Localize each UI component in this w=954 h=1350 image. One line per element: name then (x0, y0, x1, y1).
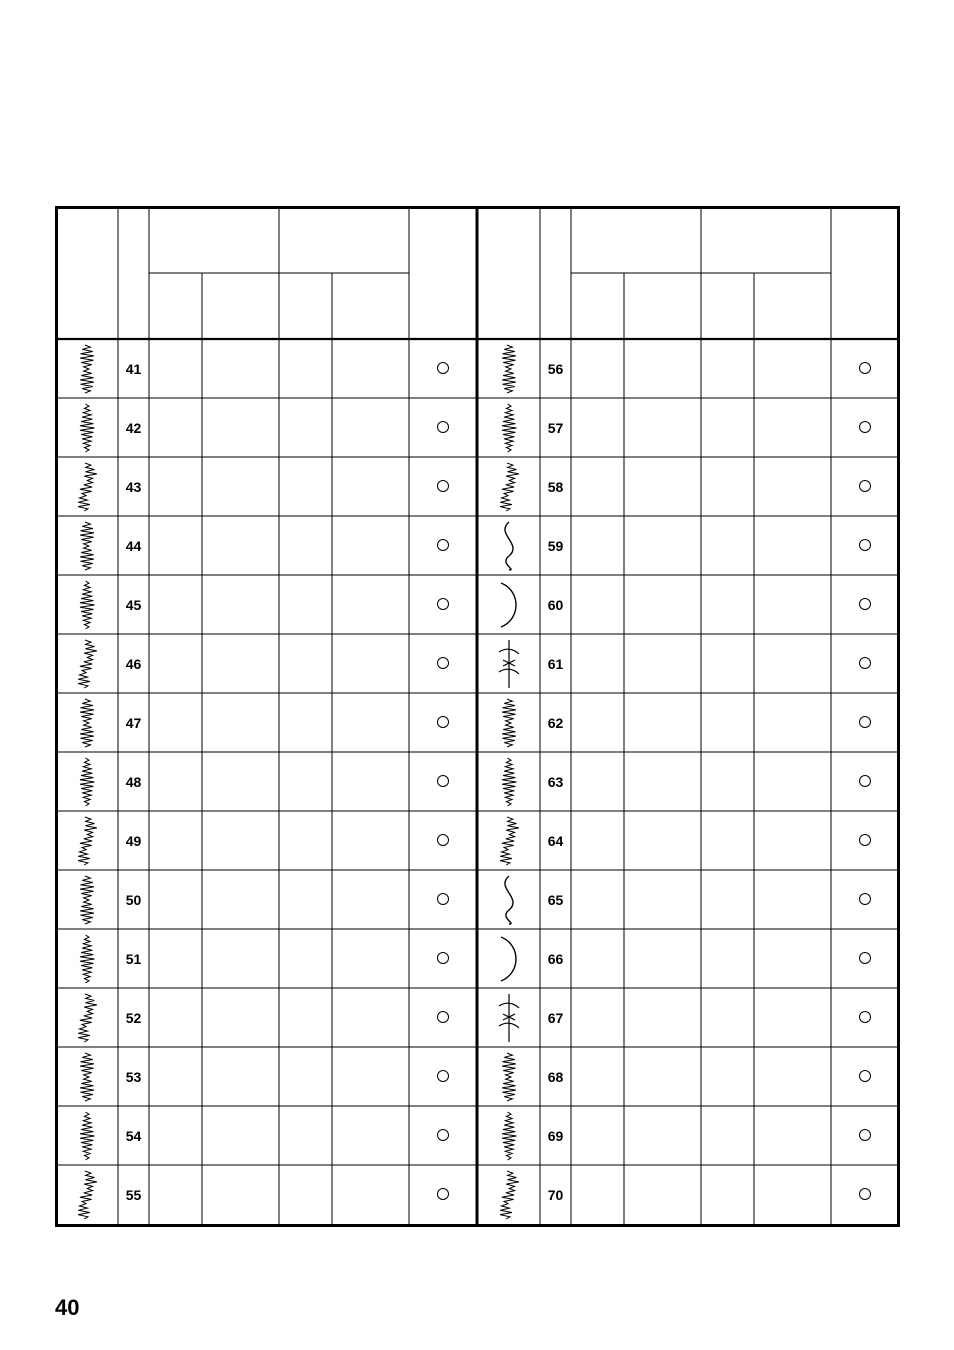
stitch-number: 58 (547, 479, 564, 495)
availability-circle-icon (437, 480, 449, 492)
chevron-line-icon (491, 579, 527, 631)
availability-circle-icon (859, 952, 871, 964)
stitch-number: 45 (125, 597, 142, 613)
scallop-pointed-right-icon (491, 1051, 527, 1103)
stitch-number: 65 (547, 892, 564, 908)
stitch-number: 60 (547, 597, 564, 613)
zigzag-column-icon (69, 343, 105, 395)
stitch-number: 68 (547, 1069, 564, 1085)
scallop-pointed-left-icon (491, 1110, 527, 1162)
stitch-number: 56 (547, 361, 564, 377)
availability-circle-icon (859, 834, 871, 846)
tree-fill-stitch-icon (69, 402, 105, 454)
availability-circle-icon (859, 480, 871, 492)
availability-circle-icon (437, 1011, 449, 1023)
stepped-triangle-satin-icon (69, 638, 105, 690)
availability-circle-icon (437, 834, 449, 846)
stitch-number: 53 (125, 1069, 142, 1085)
ornamental-motif-icon (491, 1169, 527, 1221)
availability-circle-icon (437, 1188, 449, 1200)
flower-motif-icon (491, 874, 527, 926)
stitch-number: 67 (547, 1010, 564, 1026)
stitch-number: 70 (547, 1187, 564, 1203)
availability-circle-icon (859, 1070, 871, 1082)
tulip-motif-icon (491, 815, 527, 867)
stitch-number: 50 (125, 892, 142, 908)
cross-stitch-motif-icon (491, 697, 527, 749)
triangle-satin-icon (69, 461, 105, 513)
stitch-number: 66 (547, 951, 564, 967)
availability-circle-icon (859, 893, 871, 905)
offset-block-satin-icon (491, 461, 527, 513)
scallop-left-icon (491, 992, 527, 1044)
scallop-fill-right-icon (69, 1051, 105, 1103)
stitch-number: 64 (547, 833, 564, 849)
stitch-number: 54 (125, 1128, 142, 1144)
stitch-number: 69 (547, 1128, 564, 1144)
stitch-number: 48 (125, 774, 142, 790)
curved-satin-icon (69, 815, 105, 867)
availability-circle-icon (859, 362, 871, 374)
availability-circle-icon (437, 1129, 449, 1141)
stitch-table (55, 206, 900, 1227)
availability-circle-icon (859, 775, 871, 787)
availability-circle-icon (859, 657, 871, 669)
availability-circle-icon (437, 952, 449, 964)
availability-circle-icon (859, 716, 871, 728)
scallop-fill-left-icon (69, 1110, 105, 1162)
vine-leaf-icon (491, 638, 527, 690)
stitch-number: 55 (125, 1187, 142, 1203)
arrow-satin-icon (69, 579, 105, 631)
stitch-number: 52 (125, 1010, 142, 1026)
availability-circle-icon (437, 893, 449, 905)
availability-circle-icon (859, 598, 871, 610)
availability-circle-icon (437, 598, 449, 610)
availability-circle-icon (437, 1070, 449, 1082)
availability-circle-icon (859, 539, 871, 551)
stitch-number: 46 (125, 656, 142, 672)
diagonal-satin-icon (69, 874, 105, 926)
serpentine-icon (491, 756, 527, 808)
availability-circle-icon (437, 657, 449, 669)
stitch-number: 42 (125, 420, 142, 436)
stitch-number: 59 (547, 538, 564, 554)
stitch-number: 47 (125, 715, 142, 731)
stitch-number: 61 (547, 656, 564, 672)
availability-circle-icon (437, 775, 449, 787)
availability-circle-icon (437, 539, 449, 551)
bead-fill-icon (69, 1169, 105, 1221)
availability-circle-icon (859, 1011, 871, 1023)
availability-circle-icon (437, 716, 449, 728)
scallop-right-icon (491, 933, 527, 985)
availability-circle-icon (437, 421, 449, 433)
availability-circle-icon (859, 1129, 871, 1141)
stitch-number: 57 (547, 420, 564, 436)
block-step-satin-icon (491, 402, 527, 454)
stitch-number: 51 (125, 951, 142, 967)
wave-satin-icon (69, 756, 105, 808)
stitch-number: 44 (125, 538, 142, 554)
availability-circle-icon (437, 362, 449, 374)
double-triangle-satin-icon (69, 520, 105, 572)
availability-circle-icon (859, 421, 871, 433)
stitch-number: 41 (125, 361, 142, 377)
diamond-satin-icon (69, 697, 105, 749)
step-satin-icon (69, 992, 105, 1044)
table-grid (55, 206, 900, 1227)
stitch-number: 49 (125, 833, 142, 849)
s-curve-satin-icon (491, 343, 527, 395)
stitch-number: 62 (547, 715, 564, 731)
availability-circle-icon (859, 1188, 871, 1200)
stitch-number: 63 (547, 774, 564, 790)
zigzag-diagonal-satin-icon (69, 933, 105, 985)
page-number: 40 (55, 1295, 80, 1320)
stitch-number: 43 (125, 479, 142, 495)
bold-zigzag-icon (491, 520, 527, 572)
